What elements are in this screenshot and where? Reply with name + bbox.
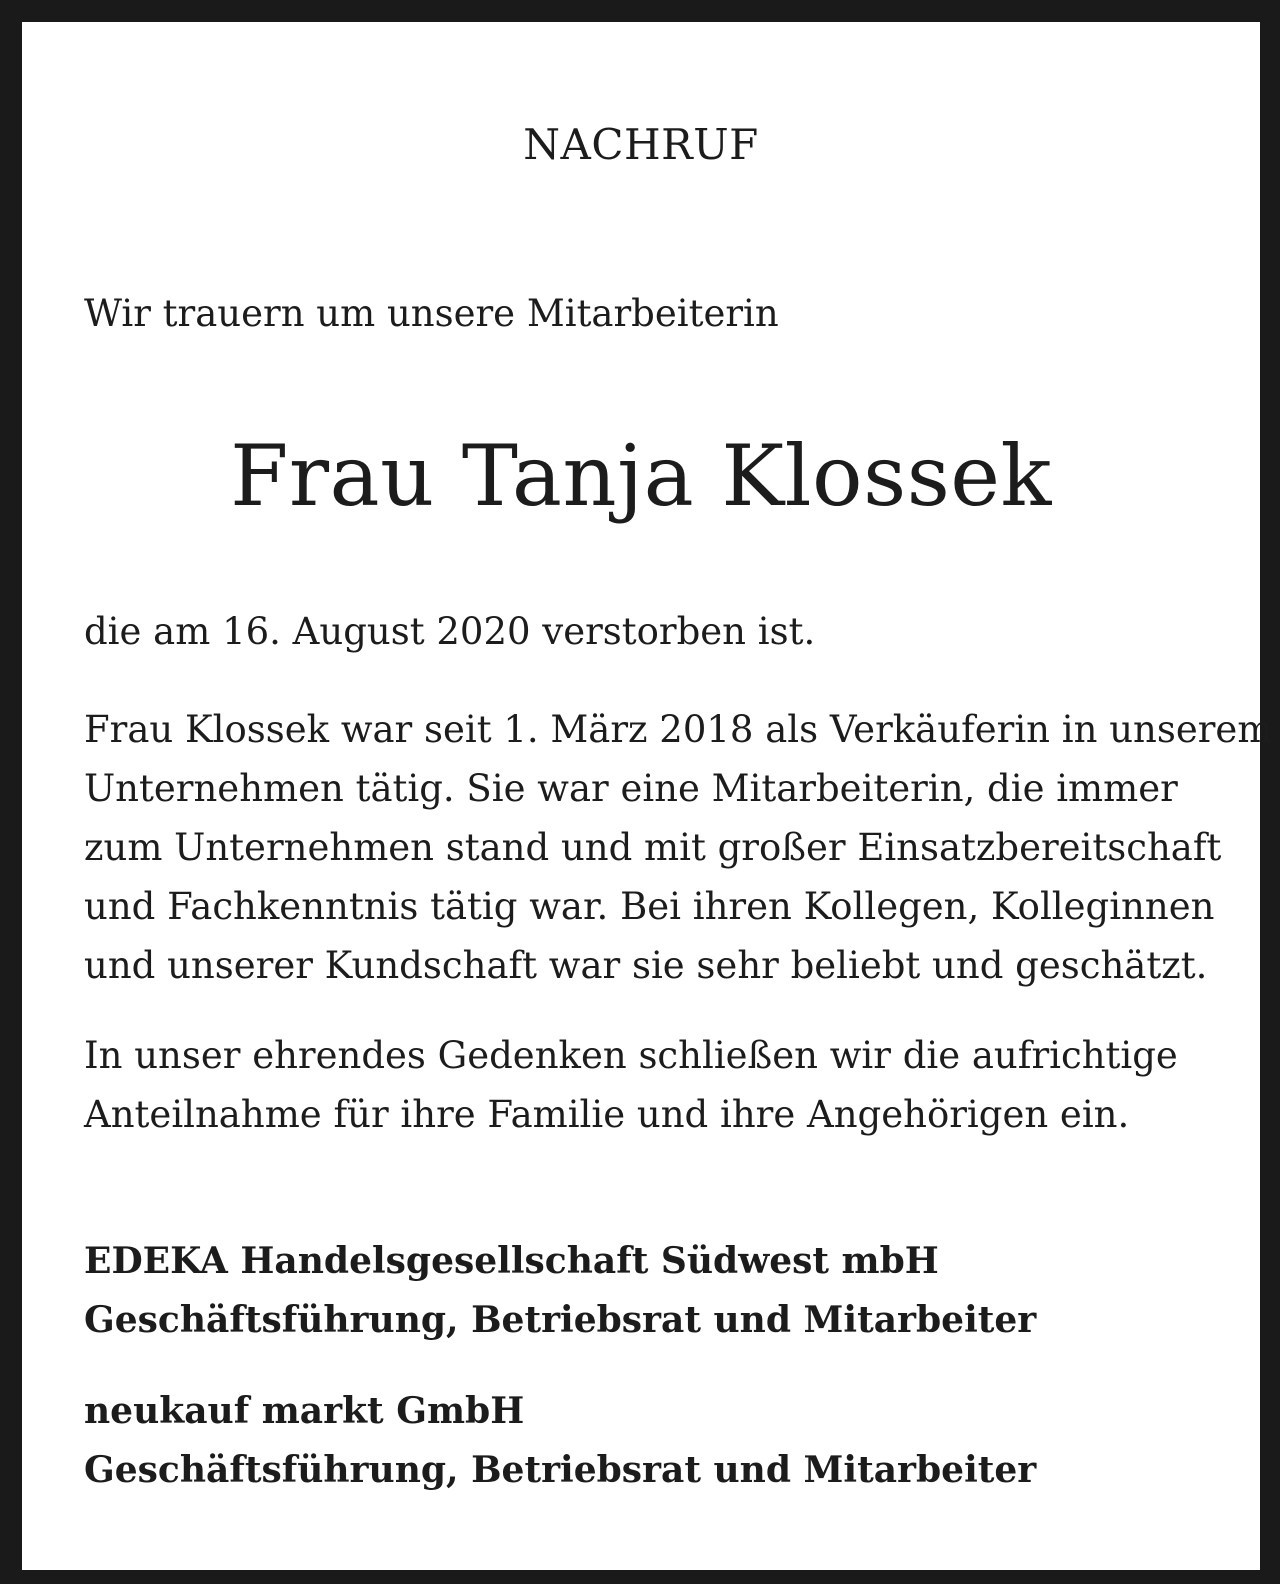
- tribute-paragraph: [84, 700, 1273, 995]
- intro-line: Wir trauern um unsere Mitarbeiterin: [84, 292, 779, 335]
- signature-block: [84, 1382, 1036, 1500]
- signature-company: neukauf markt GmbH: [84, 1390, 525, 1432]
- paragraph-line: Frau Klossek war seit 1. März 2018 als Verkäuferin in unserem: [84, 708, 1273, 751]
- paragraph-line: und Fachkenntnis tätig war. Bei ihren Kollegen, Kolleginnen: [84, 885, 1215, 928]
- paragraph-line: zum Unternehmen stand und mit großer Einsatzbereitschaft: [84, 826, 1222, 869]
- deceased-name: Frau Tanja Klossek: [230, 427, 1052, 525]
- signature-parties: Geschäftsführung, Betriebsrat und Mitarbeiter: [84, 1449, 1037, 1491]
- signature-company: EDEKA Handelsgesellschaft Südwest mbH: [84, 1240, 939, 1282]
- paragraph-line: In unser ehrendes Gedenken schließen wir die aufrichtige: [84, 1034, 1178, 1077]
- paragraph-line: Anteilnahme für ihre Familie und ihre Angehörigen ein.: [84, 1093, 1130, 1136]
- paragraph-line: und unserer Kundschaft war sie sehr beliebt und geschätzt.: [84, 944, 1208, 987]
- paragraph-line: Unternehmen tätig. Sie war eine Mitarbeiterin, die immer: [84, 767, 1178, 810]
- death-date-line: die am 16. August 2020 verstorben ist.: [84, 610, 816, 653]
- signature-parties: Geschäftsführung, Betriebsrat und Mitarbeiter: [84, 1299, 1037, 1341]
- notice-heading: NACHRUF: [523, 120, 759, 169]
- condolence-paragraph: [84, 1026, 1220, 1144]
- signature-block: [84, 1232, 1036, 1350]
